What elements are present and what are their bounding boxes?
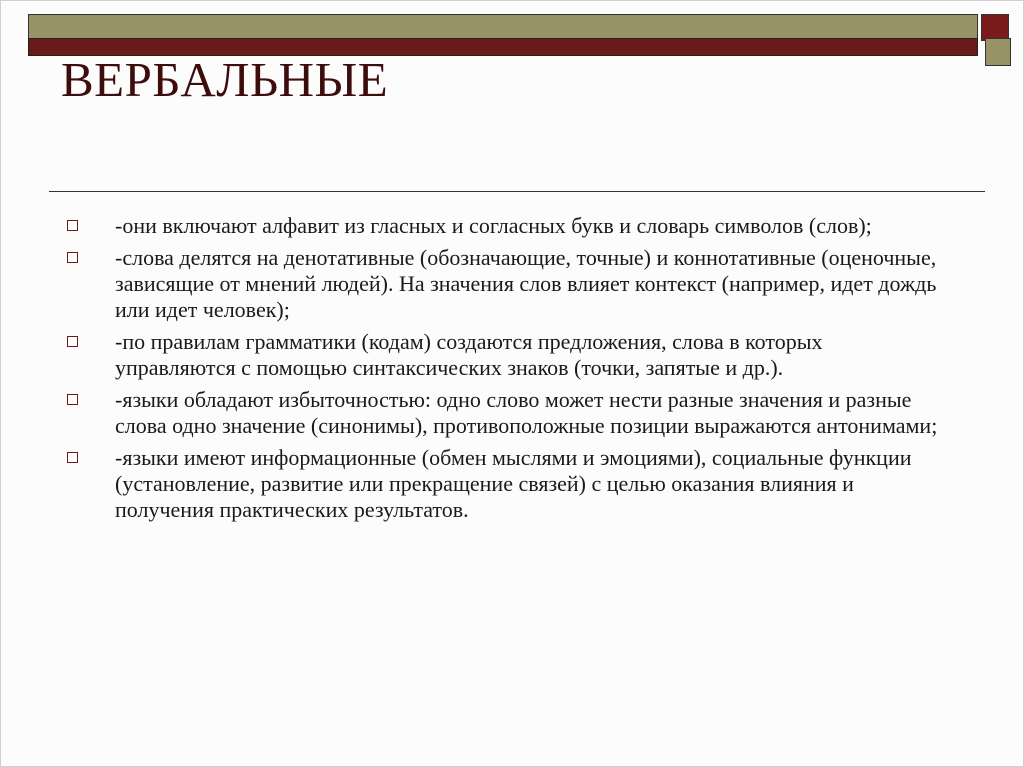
bullet-item [67,387,947,439]
square-bullet-icon [67,336,78,347]
bullet-item [67,245,947,323]
decor-olive-square [985,38,1011,66]
bullet-text: -по правилам грамматики (кодам) создаются предложения, слова в которых управляются с помощью синтаксических знаков (точки, запятые и др.). [115,329,823,380]
bullet-text: -языки имеют информационные (обмен мыслями и эмоциями), социальные функции (установление, развитие или прекращение связей) с целью оказания влияния и получения практических результатов. [115,445,912,522]
slide-title: ВЕРБАЛЬНЫЕ [61,52,389,107]
bullet-item [67,329,947,381]
title-divider [49,191,985,192]
square-bullet-icon [67,452,78,463]
decor-maroon-square [981,14,1009,41]
bullet-text: -они включают алфавит из гласных и согласных букв и словарь символов (слов); [115,213,872,238]
square-bullet-icon [67,220,78,231]
bullet-item [67,445,947,523]
square-bullet-icon [67,252,78,263]
square-bullet-icon [67,394,78,405]
bullet-text: -слова делятся на денотативные (обозначающие, точные) и коннотативные (оценочные, зависящие от мнений людей). На значения слов влияет контекст (например, идет дождь или идет человек); [115,245,937,322]
decor-olive-bar [28,14,978,39]
bullet-text: -языки обладают избыточностью: одно слово может нести разные значения и разные слова одно значение (синонимы), противоположные позиции выражаются антонимами; [115,387,938,438]
bullet-item [67,213,947,239]
bullet-list [67,213,947,529]
